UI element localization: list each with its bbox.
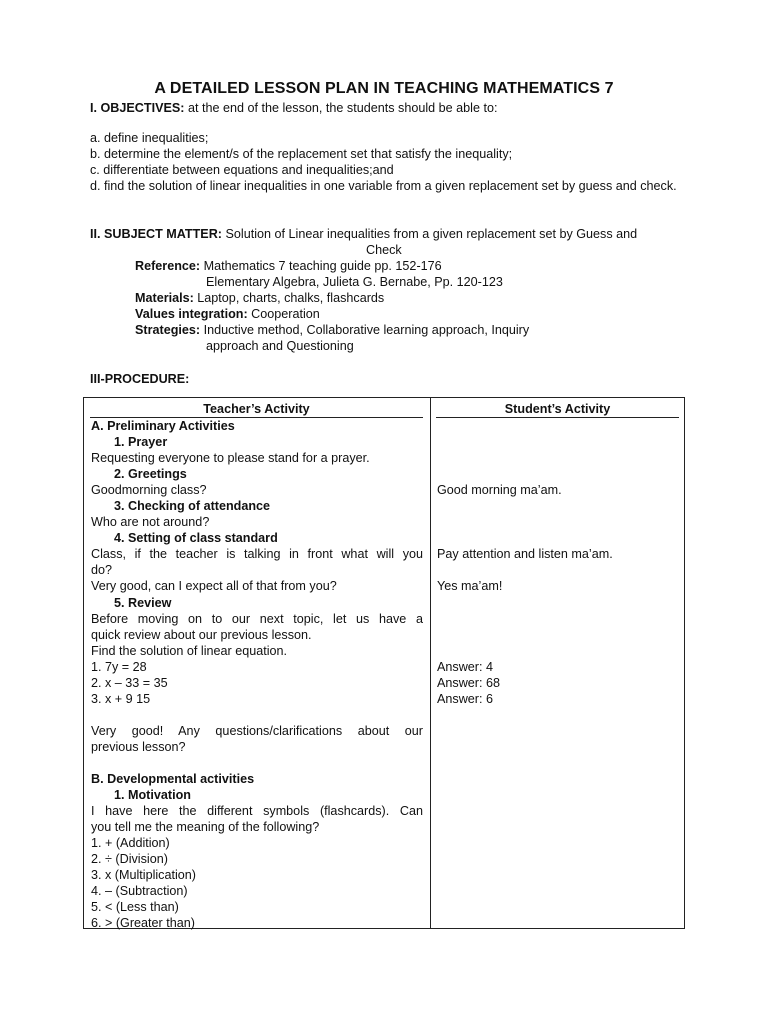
strategies-label: Strategies: [135, 323, 201, 337]
section-b-heading: B. Developmental activities [91, 772, 255, 786]
materials-text: Laptop, charts, chalks, flashcards [193, 291, 385, 305]
review-text-2: quick review about our previous lesson. [91, 628, 312, 642]
review-heading: 5. Review [114, 596, 172, 610]
strategies-1: Inductive method, Collaborative learning approach, Inquiry [200, 323, 530, 337]
document-title: A DETAILED LESSON PLAN IN TEACHING MATHEMATICS 7 [154, 80, 614, 97]
symbol-addition: 1. + (Addition) [91, 836, 170, 850]
strategies-line [135, 322, 529, 338]
prayer-text: Requesting everyone to please stand for a prayer. [91, 451, 370, 465]
objective-b: b. determine the element/s of the replacement set that satisfy the inequality; [90, 147, 513, 161]
objective-a: a. define inequalities; [90, 131, 209, 145]
standard-text-2: do? [91, 563, 113, 577]
procedure-table [83, 397, 685, 929]
reference-line [135, 258, 442, 274]
symbol-subtraction: 4. – (Subtraction) [91, 884, 188, 898]
attendance-heading: 3. Checking of attendance [114, 499, 271, 513]
subject-matter-label: II. SUBJECT MATTER: [90, 227, 223, 241]
materials-label: Materials: [135, 291, 194, 305]
section-a-heading: A. Preliminary Activities [91, 419, 235, 433]
objectives-heading [90, 100, 497, 116]
equation-1: 1. 7y = 28 [91, 660, 147, 674]
subject-matter-text: Solution of Linear inequalities from a given replacement set by Guess and [222, 227, 638, 241]
student-answer-2: Answer: 68 [437, 676, 500, 690]
subject-matter-text-cont: Check [366, 243, 402, 257]
motivation-heading: 1. Motivation [114, 788, 191, 802]
equation-3: 3. x + 9 15 [91, 692, 151, 706]
objective-c: c. differentiate between equations and inequalities;and [90, 163, 394, 177]
standard-text-3: Very good, can I expect all of that from you? [91, 579, 337, 593]
objectives-label: I. OBJECTIVES: [90, 101, 185, 115]
student-greeting-reply: Good morning ma’am. [437, 483, 562, 497]
student-activity-header: Student’s Activity [504, 402, 611, 416]
objective-d: d. find the solution of linear inequalities in one variable from a given replacement set by guess and check. [90, 179, 677, 193]
student-answer-1: Answer: 4 [437, 660, 493, 674]
prayer-heading: 1. Prayer [114, 435, 168, 449]
student-yes-reply: Yes ma’am! [437, 579, 503, 593]
procedure-label: III-PROCEDURE: [90, 372, 190, 386]
values-text: Cooperation [247, 307, 320, 321]
motivation-text-1: I have here the different symbols (flashcards). Can [91, 804, 423, 818]
very-good-text-1: Very good! Any questions/clarifications about our [91, 724, 423, 738]
review-text-1: Before moving on to our next topic, let us have a [91, 612, 423, 626]
strategies-2: approach and Questioning [206, 339, 354, 353]
materials-line [135, 290, 384, 306]
student-answer-3: Answer: 6 [437, 692, 493, 706]
symbol-greater-than: 6. > (Greater than) [91, 916, 195, 930]
symbol-division: 2. ÷ (Division) [91, 852, 168, 866]
symbol-less-than: 5. < (Less than) [91, 900, 179, 914]
motivation-text-2: you tell me the meaning of the following? [91, 820, 320, 834]
objectives-intro: at the end of the lesson, the students should be able to: [184, 101, 498, 115]
greetings-heading: 2. Greetings [114, 467, 187, 481]
student-standard-reply: Pay attention and listen ma’am. [437, 547, 613, 561]
review-text-3: Find the solution of linear equation. [91, 644, 288, 658]
attendance-text: Who are not around? [91, 515, 210, 529]
reference-2: Elementary Algebra, Julieta G. Bernabe, Pp. 120-123 [206, 275, 503, 289]
values-label: Values integration: [135, 307, 248, 321]
reference-label: Reference: [135, 259, 201, 273]
standard-text-1: Class, if the teacher is talking in front what will you [91, 547, 423, 561]
greetings-text: Goodmorning class? [91, 483, 207, 497]
reference-1: Mathematics 7 teaching guide pp. 152-176 [200, 259, 442, 273]
student-header-rule [436, 417, 679, 418]
equation-2: 2. x – 33 = 35 [91, 676, 168, 690]
very-good-text-2: previous lesson? [91, 740, 186, 754]
values-line [135, 306, 320, 322]
symbol-multiplication: 3. x (Multiplication) [91, 868, 196, 882]
subject-matter-line [90, 226, 637, 242]
standard-heading: 4. Setting of class standard [114, 531, 278, 545]
teacher-activity-header: Teacher’s Activity [203, 402, 310, 416]
